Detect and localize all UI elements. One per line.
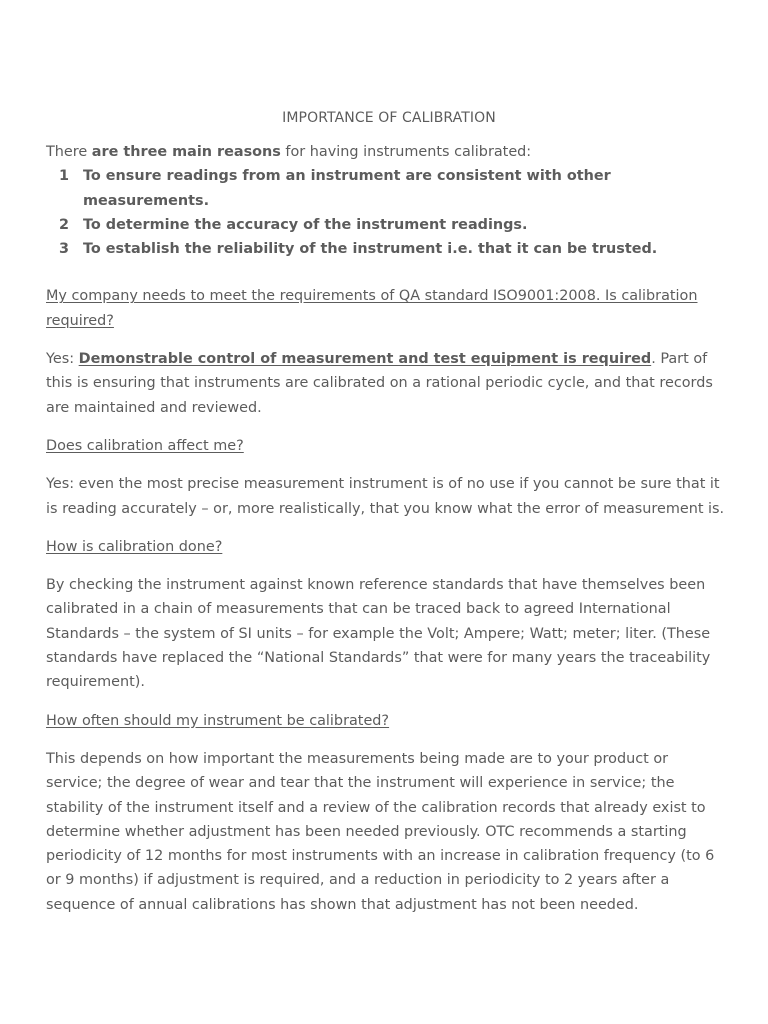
answer-emphasis: Demonstrable control of measurement and test equipment is required bbox=[78, 351, 652, 368]
document-page bbox=[46, 108, 728, 917]
list-number: 2 bbox=[59, 216, 70, 233]
list-text: To determine the accuracy of the instrument readings. bbox=[83, 216, 528, 233]
question-heading: My company needs to meet the requirements of QA standard ISO9001:2008. Is calibration required? bbox=[46, 288, 698, 329]
document-title: IMPORTANCE OF CALIBRATION bbox=[282, 110, 496, 126]
intro-bold: are three main reasons bbox=[91, 144, 281, 160]
answer-pre: Yes: bbox=[46, 351, 79, 368]
intro-paragraph bbox=[46, 140, 728, 164]
question-heading: How often should my instrument be calibrated? bbox=[46, 712, 390, 729]
answer-paragraph: Yes: even the most precise measurement instrument is of no use if you cannot be sure that it is reading accurately – or, more realistically, that you know what the error of measurement is. bbox=[46, 476, 725, 517]
list-text: To establish the reliability of the instrument i.e. that it can be trusted. bbox=[83, 241, 658, 258]
answer-post: . Part of this is ensuring that instruments are calibrated on a rational periodic cycle, and that records are maintained and reviewed. bbox=[46, 351, 713, 416]
question-heading: How is calibration done? bbox=[46, 538, 223, 555]
intro-post: for having instruments calibrated: bbox=[280, 144, 532, 160]
reasons-list bbox=[46, 164, 728, 261]
question-heading: Does calibration affect me? bbox=[46, 437, 244, 454]
answer-paragraph: This depends on how important the measurements being made are to your product or service; the degree of wear and tear that the instrument will experience in service; the stability of the instrument itself and a review of the calibration records that already exist to determine whether adjustment has been needed previously. OTC recommends a starting periodicity of 12 months for most instruments with an increase in calibration frequency (to 6 or 9 months) if adjustment is required, and a reduction in periodicity to 2 years after a sequence of annual calibrations has shown that adjustment has not been needed. bbox=[46, 750, 715, 913]
answer-paragraph bbox=[46, 347, 728, 420]
list-text: To ensure readings from an instrument are consistent with other measurements. bbox=[83, 168, 611, 209]
list-item bbox=[46, 164, 728, 213]
list-item bbox=[46, 213, 728, 237]
answer-paragraph: By checking the instrument against known reference standards that have themselves been calibrated in a chain of measurements that can be traced back to agreed International Standards – the system of SI units – for example the Volt; Ampere; Watt; meter; liter. (These standards have replaced the “National Standards” that were for many years the traceability requirement). bbox=[46, 577, 711, 691]
list-item bbox=[46, 237, 728, 261]
list-number: 3 bbox=[59, 241, 70, 258]
intro-pre: There bbox=[46, 144, 92, 160]
list-number: 1 bbox=[59, 168, 70, 185]
